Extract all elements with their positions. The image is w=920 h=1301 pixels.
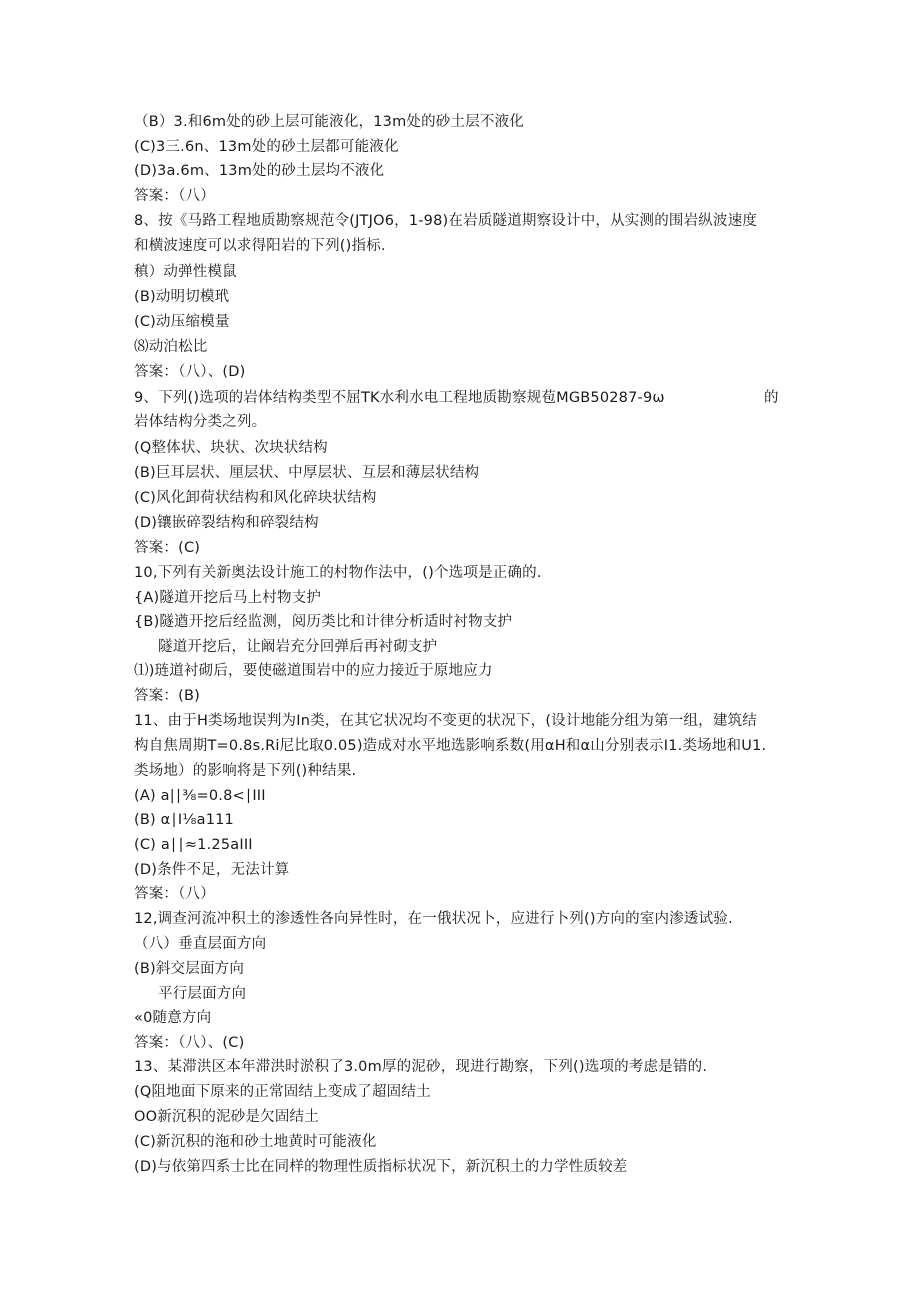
option-line: (A) a|∣⅜=0.8<∣III	[134, 788, 266, 804]
text-line: 岩体结构分类之列。	[134, 414, 267, 430]
option-line: ⑴)琏道衬砌后，要使磁道围岩中的应力接近于原地应力	[134, 663, 493, 679]
option-line: 隧道开挖后，让阚岩充分回弹后再衬砌支护	[158, 639, 438, 655]
text-line: (C)3三.6n、13m处的砂土层都可能液化	[134, 139, 399, 155]
option-line: (B)巨耳层状、厘层状、中厚层状、互层和薄层状结构	[134, 465, 480, 481]
option-line: 平行层面方向	[158, 986, 247, 1002]
text-line: (D)3a.6m、13m处的砂土层均不液化	[134, 163, 385, 179]
answer-line: 答案：（八）、(C)	[134, 1035, 245, 1051]
option-line: ⑻动泊松比	[134, 339, 208, 355]
question-12: 12,调查河流冲积土的渗透性各向异性时，在一俄状况卜，应进行卜列()方向的室内渗透试验.	[134, 911, 733, 927]
answer-line: 答案：(B)	[134, 688, 200, 704]
option-line: (D)镶嵌碎裂结构和碎裂结构	[134, 515, 319, 531]
option-line: {A)隧道开挖后马上村物支护	[134, 590, 322, 606]
text-line: 类场地）的影响将是下列()种结果.	[134, 763, 357, 779]
option-line: (D)与依第四系士比在同样的物理性质指标状况下，新沉积土的力学性质较差	[134, 1159, 628, 1175]
answer-line: 答案：（八）、(D)	[134, 364, 246, 380]
option-line: OO新沉积的泥砂是欠固结土	[134, 1109, 319, 1125]
option-line: （八）垂直层面方向	[134, 936, 267, 952]
question-9: 9、下列()选项的岩体结构类型不屈TK水利水电工程地质勘察规苞MGB50287-9ω	[134, 390, 665, 406]
option-line: (C) a∣∣≈1.25aIII	[134, 837, 253, 853]
question-11: 11、由于H类场地误判为In类，在其它状况均不变更的状况下，(设计地能分组为第一组，建筑结	[134, 713, 757, 729]
text-line: （B）3.和6m处的砂上层可能液化，13m处的砂土层不液化	[134, 114, 525, 130]
option-line: (B) α∣I⅛a111	[134, 812, 234, 828]
question-13: 13、某滞洪区本年滞洪时淤积了3.0m厚的泥砂，现进行勘察，下列()选项的考虑是错的.	[134, 1059, 708, 1075]
option-line: (C)新沉积的沲和砂土地黄时可能液化	[134, 1134, 377, 1150]
question-10: 10,下列有关新奥法设计施工的村物作法中，()个选项是正确的.	[134, 565, 542, 581]
option-line: (Q阻地面下原来的正常固结上变成了超固结土	[134, 1084, 431, 1100]
answer-line: 答案：(C)	[134, 540, 201, 556]
option-line: (B)斜交层面方向	[134, 961, 245, 977]
answer-line: 答案：（八）	[134, 886, 215, 902]
option-line: (C)动压缩模量	[134, 314, 230, 330]
text-line: 和横波速度可以求得阳岩的下列()指标.	[134, 238, 386, 254]
option-line: (Q整体状、块状、次块状结构	[134, 440, 328, 456]
question-8: 8、按《马路工程地质勘察规范令(JTJO6，1-98)在岩质隧道期察设计中，从实测的围岩纵波速度	[134, 213, 758, 229]
option-line: (C)风化卸荷状结构和风化碎块状结构	[134, 490, 377, 506]
option-line: (B)动明切模玳	[134, 289, 230, 305]
option-line: «0随意方向	[134, 1010, 212, 1026]
option-line: 稹）动弹性模鼠	[134, 264, 237, 280]
text-fragment: 的	[764, 390, 779, 406]
option-line: {B)隧遒开挖后经监测，阅历类比和计律分析适时衬物支护	[134, 614, 513, 630]
answer-line: 答案：（八）	[134, 188, 215, 204]
option-line: (D)条件不足，无法计算	[134, 862, 290, 878]
text-line: 构自焦周期T=0.8s.Ri尼比取0.05)造成对水平地选影响系数(用αH和α山分别表示I1.类场地和U1.	[134, 738, 767, 754]
